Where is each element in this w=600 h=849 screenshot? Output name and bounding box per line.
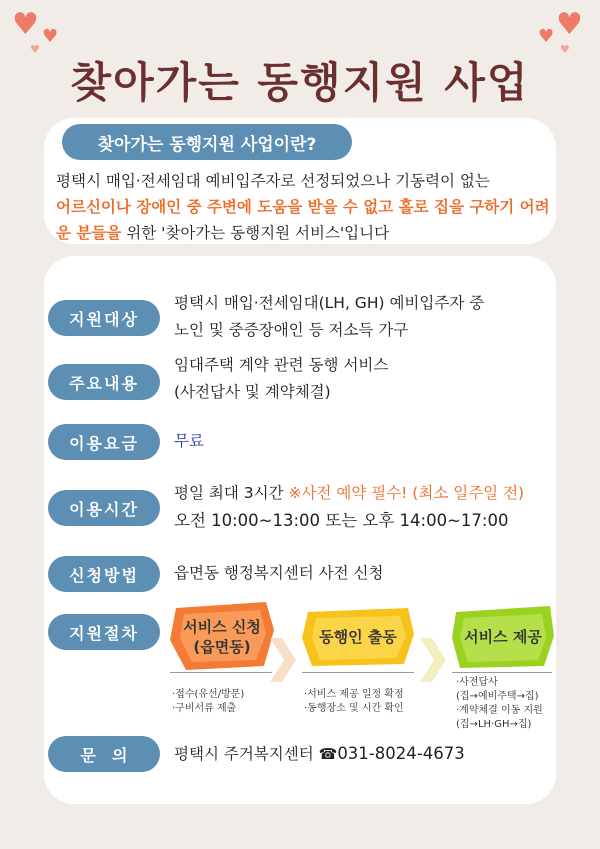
intro-line1: 평택시 매입·전세임대 예비입주자로 선정되었으나 기동력이 없는	[56, 172, 490, 190]
step1-sub: (읍면동)	[193, 638, 251, 656]
step2-divider	[302, 672, 414, 673]
heart-icon: ♥	[30, 43, 40, 56]
apply-text: 읍면동 행정복지센터 사전 신청	[174, 564, 384, 582]
step3-detail: ·계약체결 이동 지원	[456, 705, 543, 716]
step1-title: 서비스 신청	[183, 618, 261, 636]
step2	[300, 606, 416, 668]
intro-highlight: 어르신이나 장애인 중 주변에 도움을 받을 수 없고 홀로 집을 구하기 어려운 분들을	[56, 198, 550, 242]
hours-line2: 오전 10:00~13:00 또는 오후 14:00~17:00	[174, 511, 509, 530]
label-apply: 신청방법	[48, 556, 160, 592]
heart-icon: ♥	[556, 7, 583, 42]
step3-detail: (집→예비주택→집)	[456, 691, 539, 702]
step2-detail: ·서비스 제공 일정 확정	[304, 689, 404, 700]
intro-text	[56, 168, 556, 246]
chevron-right-icon	[420, 638, 446, 682]
label-fee: 이용요금	[48, 424, 160, 460]
step1	[166, 606, 278, 668]
hours-note: ※사전 예약 필수! (최소 일주일 전)	[288, 484, 525, 502]
heart-icon: ♥	[42, 26, 59, 47]
content-text	[174, 352, 388, 406]
hours-line1: 평일 최대 3시간	[174, 484, 289, 502]
step3-divider	[452, 672, 552, 673]
label-process: 지원절차	[48, 614, 160, 650]
step1-details	[172, 688, 244, 716]
step3-detail: (집→LH·GH→집)	[456, 719, 532, 730]
label-hours: 이용시간	[48, 490, 160, 526]
heart-icon: ♥	[538, 26, 555, 47]
page-title: 찾아가는 동행지원 사업	[70, 58, 530, 107]
contact-phone: 031-8024-4673	[337, 744, 465, 763]
step1-divider	[170, 672, 272, 673]
hours-text	[174, 480, 524, 535]
heart-icon: ♥	[560, 43, 570, 56]
label-contact: 문 의	[48, 736, 160, 772]
step3	[450, 604, 556, 670]
intro-heading: 찾아가는 동행지원 사업이란?	[62, 124, 352, 160]
step2-detail: ·동행장소 및 시간 확인	[304, 703, 404, 714]
step3-details	[456, 676, 543, 732]
step3-detail: ·사전답사	[456, 677, 498, 688]
step1-detail: ·구비서류 제출	[172, 703, 237, 714]
label-content: 주요내용	[48, 364, 160, 400]
target-text	[174, 290, 484, 344]
intro-rest: 위한 '찾아가는 동행지원 서비스'입니다	[121, 224, 390, 242]
chevron-right-icon	[270, 638, 296, 682]
heart-icon: ♥	[12, 7, 39, 42]
content-line2: (사전답사 및 계약체결)	[174, 383, 331, 401]
contact-text	[174, 740, 465, 768]
phone-icon: ☎	[318, 745, 338, 763]
content-line1: 임대주택 계약 관련 동행 서비스	[174, 356, 389, 374]
step2-details	[304, 688, 404, 716]
step3-title: 서비스 제공	[464, 628, 542, 646]
contact-center: 평택시 주거복지센터	[174, 745, 319, 763]
target-line1: 평택시 매입·전세임대(LH, GH) 예비입주자 중	[174, 294, 485, 312]
step2-title: 동행인 출동	[319, 628, 397, 646]
label-target: 지원대상	[48, 300, 160, 336]
fee-text: 무료	[174, 432, 204, 450]
target-line2: 노인 및 중증장애인 등 저소득 가구	[174, 321, 409, 339]
step1-detail: ·접수(유선/방문)	[172, 689, 245, 700]
